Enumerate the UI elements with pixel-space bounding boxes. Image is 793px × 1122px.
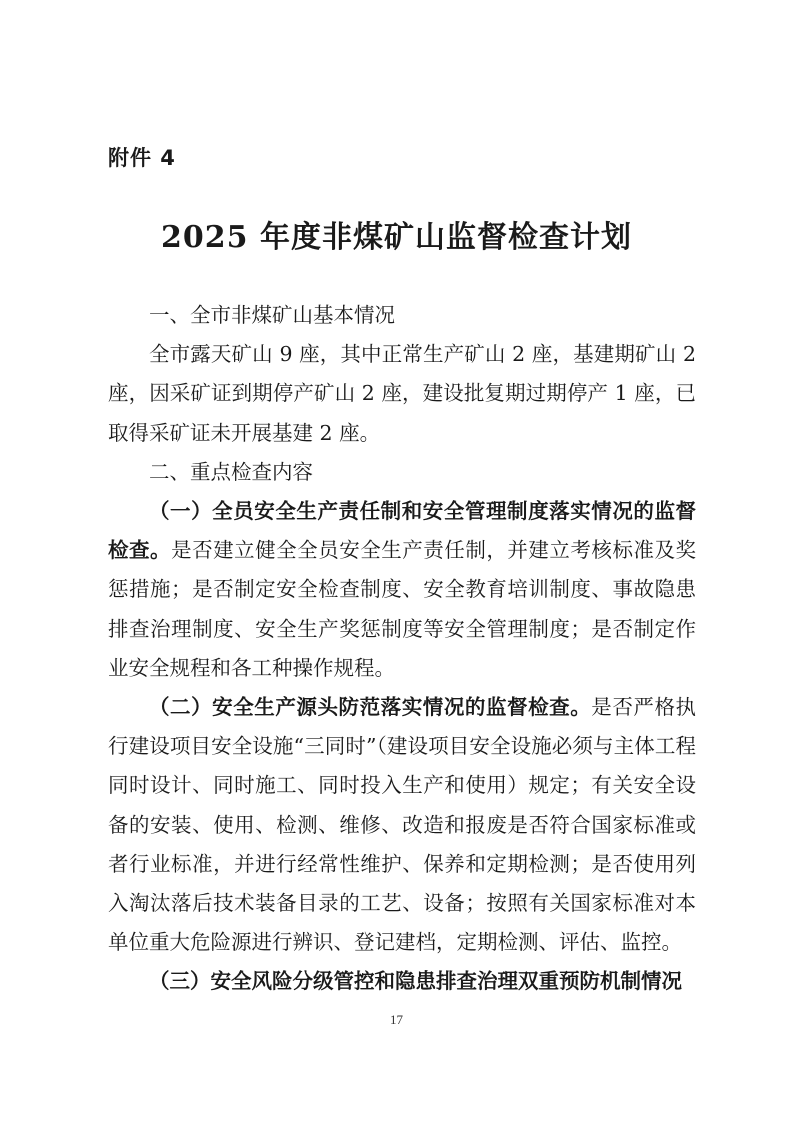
attachment-label: 附件 4	[108, 146, 176, 170]
paragraph-basic-info: 全市露天矿山 9 座，其中正常生产矿山 2 座，基建期矿山 2 座，因采矿证到期停产矿山 2 座，建设批复期过期停产 1 座，已取得采矿证未开展基建 2 座。	[108, 342, 696, 445]
paragraph-item-2	[108, 688, 696, 962]
document-body	[108, 296, 696, 1002]
section-heading-basic-info: 一、全市非煤矿山基本情况	[149, 303, 395, 327]
page-number: 17	[390, 1012, 403, 1027]
document-title: 2025 年度非煤矿山监督检查计划	[161, 220, 632, 255]
item-1-text: 是否建立健全全员安全生产责任制，并建立考核标准及奖惩措施；是否制定安全检查制度、安全教育培训制度、事故隐患排查治理制度、安全生产奖惩制度等安全管理制度；是否制定作业安全规程和各工种操作规程。	[108, 538, 697, 680]
item-1-lead: （一）全员安全生产责任制和安全管理制度落实情况的监督检查。	[108, 499, 696, 563]
item-2-lead: （二）安全生产源头防范落实情况的监督检查。	[149, 695, 592, 720]
paragraph-item-1	[108, 492, 696, 688]
paragraph-item-3	[108, 962, 696, 1001]
section-heading-key-inspection: 二、重点检查内容	[149, 459, 313, 484]
item-2-text: 是否严格执行建设项目安全设施“三同时”（建设项目安全设施必须与主体工程同时设计、同时施工、同时投入生产和使用）规定；有关安全设备的安装、使用、检测、维修、改造和报废是否符合国家标准或者行业标准，并进行经常性维护、保养和定期检测；是否使用列入淘汰落后技术装备目录的工艺、设备；按照有关国家标准对本单位重大危险源进行辨识、登记建档，定期检测、评估、监控。	[108, 695, 697, 955]
item-3-lead: （三）安全风险分级管控和隐患排查治理双重预防机制情况	[149, 969, 682, 994]
